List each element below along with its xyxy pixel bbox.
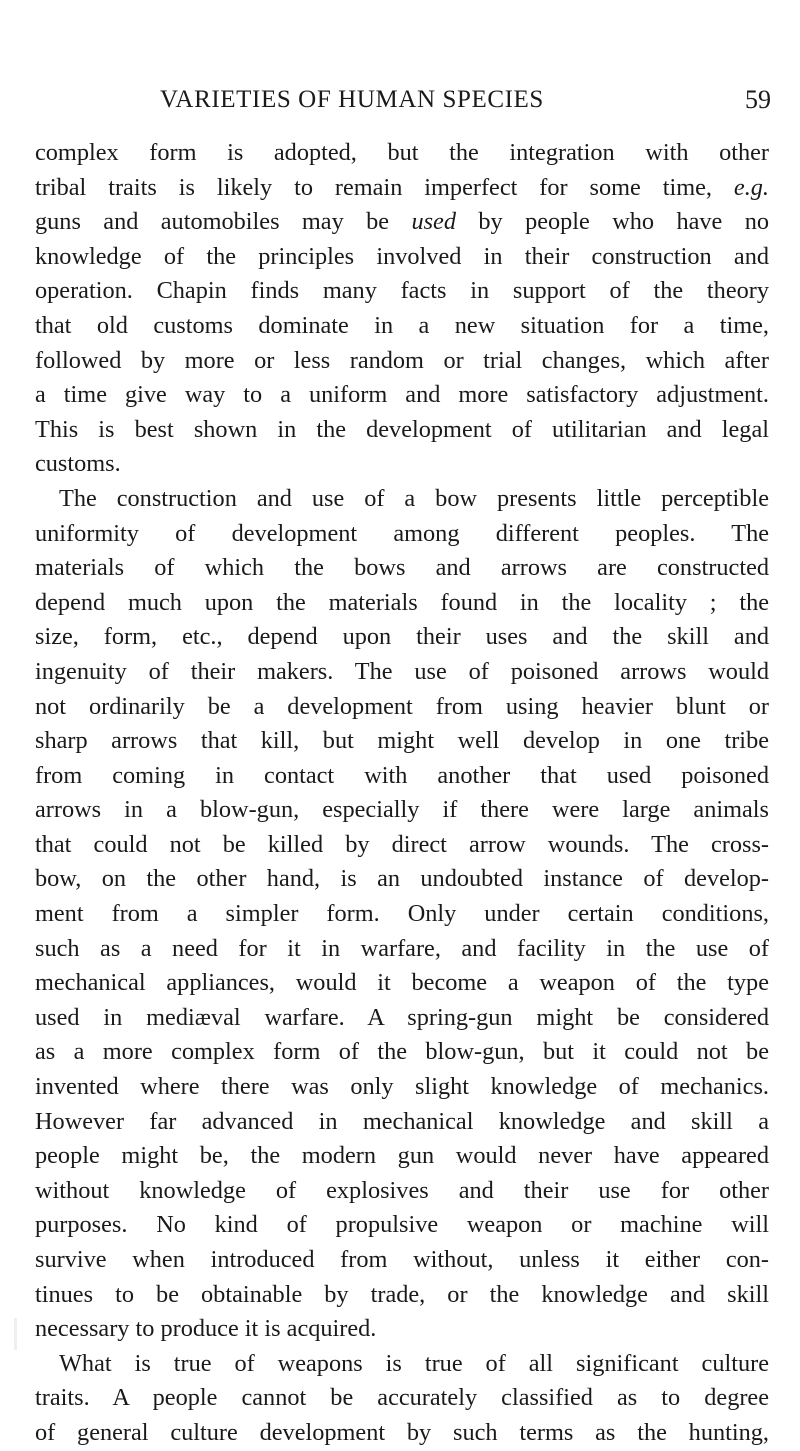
paragraph [35,1347,769,1451]
text-line: tribal traits is likely to remain imperfect for some time, e.g. [35,173,769,201]
text-line: from coming in contact with another that used poisoned [35,761,769,789]
text-line: ingenuity of their makers. The use of poisoned arrows would [35,657,769,685]
text-line: that old customs dominate in a new situation for a time, [35,311,769,339]
text-line: invented where there was only slight knowledge of mechanics. [35,1073,769,1101]
text-line: depend much upon the materials found in the locality ; the [35,588,769,616]
text-line: as a more complex form of the blow-gun, but it could not be [35,1038,769,1066]
paragraph [35,482,769,1347]
text-line: traits. A people cannot be accurately classified as to degree [35,1384,769,1412]
italic-term: e.g. [733,173,769,201]
text-line: mechanical appliances, would it become a weapon of the type [35,969,769,997]
italic-term: used [411,208,456,236]
paragraph [35,136,769,482]
text-line: not ordinarily be a development from using heavier blunt or [35,692,769,720]
text-line: size, form, etc., depend upon their uses and the skill and [35,623,769,651]
text-line: used in mediæval warfare. A spring-gun might be considered [35,1003,769,1031]
text-line: arrows in a blow-gun, especially if there were large animals [35,796,769,824]
margin-mark [14,1318,17,1350]
text-line: materials of which the bows and arrows are constructed [35,554,769,582]
text-line: bow, on the other hand, is an undoubted instance of develop- [35,865,769,893]
text-line: survive when introduced from without, unless it either con- [35,1246,769,1273]
text-line: without knowledge of explosives and their use for other [35,1176,769,1204]
text-line: people might be, the modern gun would never have appeared [35,1142,769,1170]
text-line: a time give way to a uniform and more satisfactory adjustment. [35,381,769,409]
text-line: of general culture development by such terms as the hunting, [35,1418,769,1446]
text-line: followed by more or less random or trial changes, which after [35,346,769,374]
text-line: necessary to produce it is acquired. [35,1315,377,1343]
text-line: The construction and use of a bow presents little perceptible [59,484,769,512]
text-line: guns and automobiles may be used by people who have no [35,208,769,236]
text-line: What is true of weapons is true of all significant culture [59,1349,769,1377]
text-line: such as a need for it in warfare, and facility in the use of [35,934,769,962]
text-line: ment from a simpler form. Only under certain conditions, [35,900,769,928]
page-number: 59 [745,85,771,114]
body-text [35,136,769,1451]
text-line: This is best shown in the development of utilitarian and legal [35,415,769,443]
text-line: sharp arrows that kill, but might well develop in one tribe [35,727,769,755]
text-line: complex form is adopted, but the integration with other [35,139,769,166]
text-line: knowledge of the principles involved in their construction and [35,242,769,270]
text-line: operation. Chapin finds many facts in support of the theory [35,277,769,305]
text-line: customs. [35,450,121,478]
text-line: However far advanced in mechanical knowledge and skill a [35,1107,769,1135]
text-line: uniformity of development among different peoples. The [35,519,769,547]
text-line: that could not be killed by direct arrow wounds. The cross- [35,830,769,858]
text-line: tinues to be obtainable by trade, or the knowledge and skill [35,1280,769,1308]
running-title: VARIETIES OF HUMAN SPECIES [160,86,544,113]
text-line: purposes. No kind of propulsive weapon or machine will [35,1211,769,1239]
